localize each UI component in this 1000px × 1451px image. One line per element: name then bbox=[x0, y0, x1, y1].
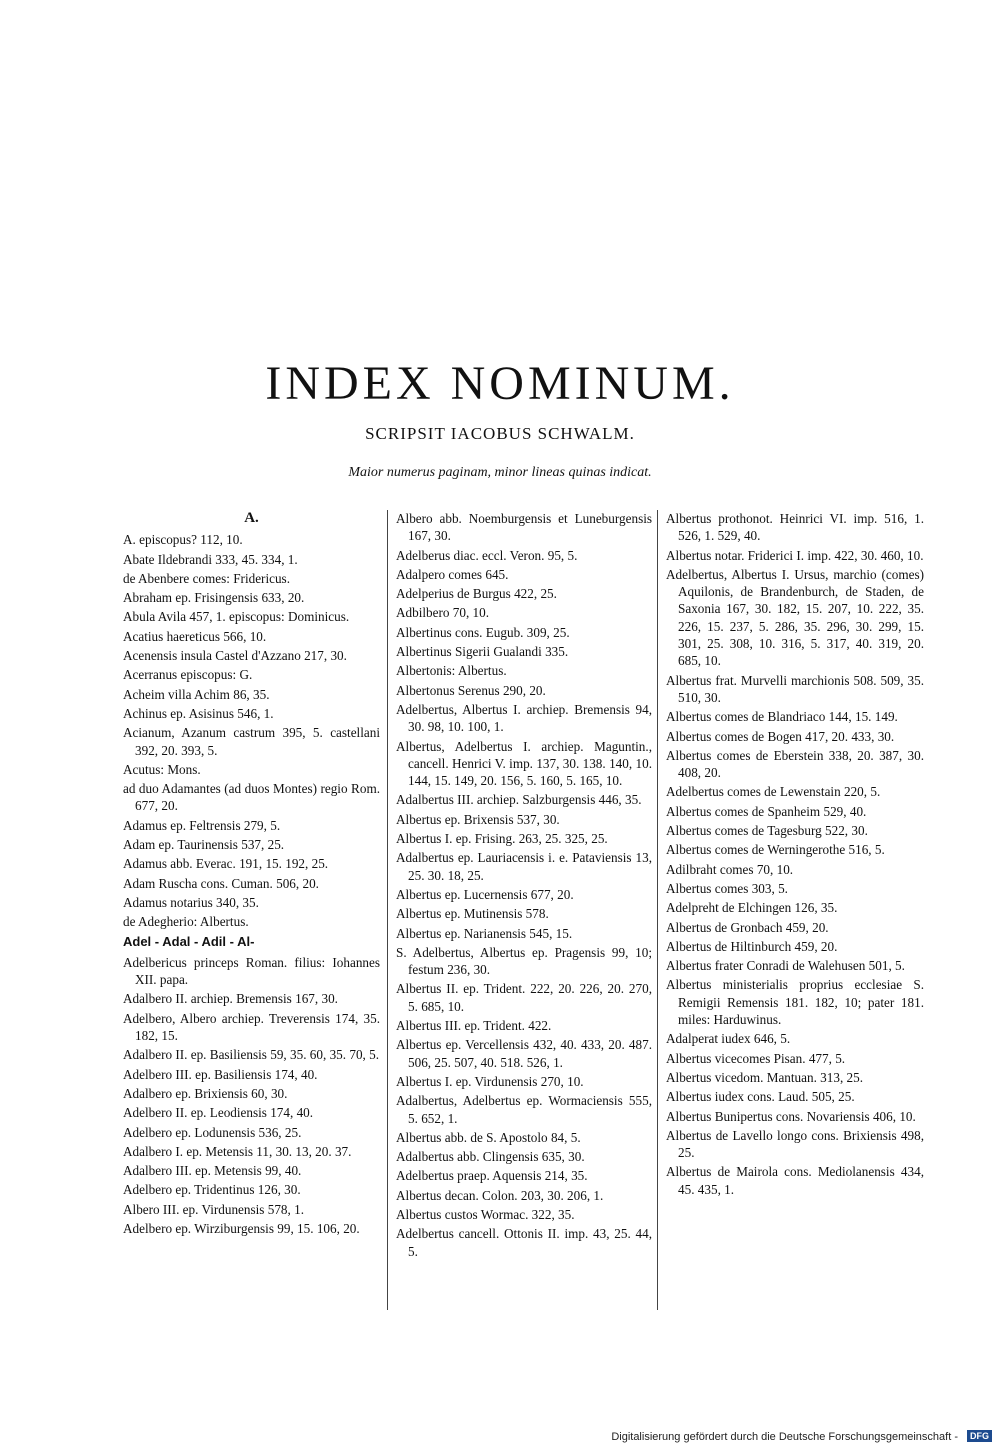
index-entry: Adalbertus, Adelbertus ep. Wormaciensis 555, 5. 652, 1. bbox=[396, 1093, 652, 1126]
index-entry: Adelbero II. ep. Leodiensis 174, 40. bbox=[123, 1105, 314, 1121]
index-entry: Acheim villa Achim 86, 35. bbox=[123, 686, 270, 702]
index-entry: Albertus abb. de S. Apostolo 84, 5. bbox=[396, 1129, 581, 1145]
index-entry: Adelperius de Burgus 422, 25. bbox=[396, 586, 557, 602]
index-entry: Albertus de Lavello longo cons. Brixiensis 498, 25. bbox=[666, 1127, 924, 1161]
index-entry: Albertus de Mairola cons. Mediolanensis 434, 45. 435, 1. bbox=[666, 1164, 924, 1197]
index-entry: Adelbericus princeps Roman. filius: Iohannes XII. papa. bbox=[123, 954, 380, 988]
index-entry: Albertonus Serenus 290, 20. bbox=[396, 682, 546, 698]
index-entry: Albertus comes de Bogen 417, 20. 433, 30. bbox=[666, 728, 895, 744]
index-entry: Albertus prothonot. Heinrici VI. imp. 516, 1. 526, 1. 529, 40. bbox=[666, 511, 924, 544]
index-entry: Albertinus Sigerii Gualandi 335. bbox=[396, 644, 569, 660]
index-entry: Albertus comes de Eberstein 338, 20. 387, 30. 408, 20. bbox=[666, 747, 924, 781]
index-entry: Adelbertus praep. Aquensis 214, 35. bbox=[396, 1168, 588, 1184]
index-entry: Acerranus episcopus: G. bbox=[123, 667, 253, 683]
index-entry: Albertus comes de Werningerothe 516, 5. bbox=[666, 842, 885, 858]
footer-credit: Digitalisierung gefördert durch die Deutsche Forschungsgemeinschaft - bbox=[611, 1431, 958, 1443]
index-entry: Acutus: Mons. bbox=[123, 761, 201, 777]
index-entry: Adalbero ep. Brixiensis 60, 30. bbox=[123, 1085, 288, 1101]
index-entry: Albertus II. ep. Trident. 222, 20. 226, 20. 270, 5. 685, 10. bbox=[396, 981, 652, 1014]
index-entry: Albertus notar. Friderici I. imp. 422, 30. 460, 10. bbox=[666, 547, 924, 563]
index-entry: A. episcopus? 112, 10. bbox=[123, 532, 243, 548]
index-entry: Adalbero II. ep. Basiliensis 59, 35. 60, 35. 70, 5. bbox=[123, 1047, 380, 1063]
index-entry: Albertus I. ep. Frising. 263, 25. 325, 25. bbox=[396, 831, 608, 847]
index-entry: Adamus notarius 340, 35. bbox=[123, 894, 259, 910]
index-entry: Adalpero comes 645. bbox=[396, 566, 509, 582]
index-entry: Albertus comes de Blandriaco 144, 15. 149. bbox=[666, 709, 898, 725]
index-entry: de Adegherio: Albertus. bbox=[123, 914, 249, 930]
index-entry: Albertinus cons. Eugub. 309, 25. bbox=[396, 624, 570, 640]
index-entry: Albertus de Gronbach 459, 20. bbox=[666, 919, 829, 935]
index-entry: Albero abb. Noemburgensis et Luneburgensis 167, 30. bbox=[396, 511, 652, 544]
index-entry: Albertus decan. Colon. 203, 30. 206, 1. bbox=[396, 1187, 604, 1203]
index-entry: Albertus ep. Mutinensis 578. bbox=[396, 906, 549, 922]
index-entry: Adalbero I. ep. Metensis 11, 30. 13, 20. 37. bbox=[123, 1143, 352, 1159]
dfg-logo: DFG bbox=[967, 1430, 992, 1442]
index-column-1 bbox=[123, 510, 380, 1239]
index-entry: Albertus vicedom. Mantuan. 313, 25. bbox=[666, 1069, 864, 1085]
index-entry: Adbilbero 70, 10. bbox=[396, 605, 490, 621]
index-entry: Adelbero ep. Wirziburgensis 99, 15. 106, 20. bbox=[123, 1220, 360, 1236]
index-column-3 bbox=[666, 510, 924, 1200]
index-entry: Albertus frat. Murvelli marchionis 508. 509, 35. 510, 30. bbox=[666, 672, 924, 705]
index-entry: Albertus comes de Tagesburg 522, 30. bbox=[666, 823, 868, 839]
column-divider bbox=[657, 510, 658, 1310]
index-entry: Adalbertus ep. Lauriacensis i. e. Pataviensis 13, 25. 30. 18, 25. bbox=[396, 850, 652, 883]
index-entry: Adelbertus, Albertus I. Ursus, marchio (comes) Aquilonis, de Brandenburch, de Staden, de Saxonia 167, 30. 182, 15. 207, 10. 222, 35. 226, 15. 237, 5. 286, 35. 296, 30. 299, 15. 301, 25. 308, 10. 316, 5. 317, 40. 319, 20. 685, 10. bbox=[666, 566, 924, 669]
index-entry: Adelbertus comes de Lewenstain 220, 5. bbox=[666, 784, 881, 800]
index-entry: Adam ep. Taurinensis 537, 25. bbox=[123, 837, 285, 853]
section-subheading: Adel - Adal - Adil - Al- bbox=[123, 933, 255, 949]
index-entry: Adamus ep. Feltrensis 279, 5. bbox=[123, 817, 281, 833]
index-column-2 bbox=[396, 510, 652, 1262]
index-entry: Adalbero III. ep. Metensis 99, 40. bbox=[123, 1163, 302, 1179]
index-entry: Adelbero, Albero archiep. Treverensis 174, 35. 182, 15. bbox=[123, 1010, 380, 1044]
index-entry: Achinus ep. Asisinus 546, 1. bbox=[123, 705, 274, 721]
index-entry: Albertus ep. Brixensis 537, 30. bbox=[396, 811, 560, 827]
index-entry: Albertus ep. Narianensis 545, 15. bbox=[396, 925, 573, 941]
index-entry: Adelbero III. ep. Basiliensis 174, 40. bbox=[123, 1066, 318, 1082]
index-entry: ad duo Adamantes (ad duos Montes) regio Rom. 677, 20. bbox=[123, 781, 380, 814]
index-entry: Albertus custos Wormac. 322, 35. bbox=[396, 1206, 575, 1222]
index-entry: Adelpreht de Elchingen 126, 35. bbox=[666, 900, 838, 916]
index-entry: Albertus Bunipertus cons. Novariensis 406, 10. bbox=[666, 1108, 916, 1124]
index-entry: Adilbraht comes 70, 10. bbox=[666, 861, 794, 877]
index-entry: Albertus ep. Vercellensis 432, 40. 433, 20. 487. 506, 25. 507, 40. 518. 526, 1. bbox=[396, 1037, 652, 1070]
index-entry: Adelbertus, Albertus I. archiep. Bremensis 94, 30. 98, 10. 100, 1. bbox=[396, 701, 652, 735]
index-entry: Albertus I. ep. Virdunensis 270, 10. bbox=[396, 1073, 584, 1089]
index-entry: Albertus frater Conradi de Walehusen 501, 5. bbox=[666, 958, 905, 974]
index-entry: Abula Avila 457, 1. episcopus: Dominicus. bbox=[123, 609, 350, 625]
index-entry: Albertus ministerialis proprius ecclesiae S. Remigii Remensis 181. 182, 10; pater 181. miles: Harduwinus. bbox=[666, 977, 924, 1028]
page-subtitle: SCRIPSIT IACOBUS SCHWALM. bbox=[365, 424, 635, 443]
index-entry: Adam Ruscha cons. Cuman. 506, 20. bbox=[123, 875, 319, 891]
index-entry: Acatius haereticus 566, 10. bbox=[123, 628, 267, 644]
index-entry: Albertus III. ep. Trident. 422. bbox=[396, 1018, 552, 1034]
index-entry: Adelbero ep. Tridentinus 126, 30. bbox=[123, 1182, 301, 1198]
index-entry: Acenensis insula Castel d'Azzano 217, 30. bbox=[123, 648, 347, 664]
index-entry: Adalbertus abb. Clingensis 635, 30. bbox=[396, 1149, 585, 1165]
index-entry: Albertus iudex cons. Laud. 505, 25. bbox=[666, 1089, 855, 1105]
index-entry: Adelbertus cancell. Ottonis II. imp. 43, 25. 44, 5. bbox=[396, 1226, 652, 1259]
index-entry: Acianum, Azanum castrum 395, 5. castellani 392, 20. 393, 5. bbox=[123, 725, 380, 758]
index-note: Maior numerus paginam, minor lineas quinas indicat. bbox=[348, 465, 652, 480]
index-entry: Albertus vicecomes Pisan. 477, 5. bbox=[666, 1050, 846, 1066]
index-entry: Adelberus diac. eccl. Veron. 95, 5. bbox=[396, 547, 578, 563]
index-entry: Albertus ep. Lucernensis 677, 20. bbox=[396, 886, 574, 902]
page-title: INDEX NOMINUM. bbox=[265, 357, 735, 410]
index-entry: Abraham ep. Frisingensis 633, 20. bbox=[123, 590, 305, 606]
index-entry: Adalbero II. archiep. Bremensis 167, 30. bbox=[123, 991, 338, 1007]
index-entry: S. Adelbertus, Albertus ep. Pragensis 99, 10; festum 236, 30. bbox=[396, 944, 652, 978]
index-entry: Albertus de Hiltinburch 459, 20. bbox=[666, 938, 838, 954]
index-entry: de Abenbere comes: Fridericus. bbox=[123, 570, 290, 586]
section-heading: A. bbox=[244, 510, 259, 526]
index-entry: Albertus comes 303, 5. bbox=[666, 880, 788, 896]
index-entry: Albertus, Adelbertus I. archiep. Maguntin., cancell. Henrici V. imp. 137, 30. 138. 140, 10. 144, 15. 149, 20. 156, 5. 160, 5. 165, 10. bbox=[396, 738, 652, 789]
index-entry: Adelbero ep. Lodunensis 536, 25. bbox=[123, 1124, 302, 1140]
index-entry: Albertus comes de Spanheim 529, 40. bbox=[666, 803, 867, 819]
index-entry: Albero III. ep. Virdunensis 578, 1. bbox=[123, 1201, 304, 1217]
index-entry: Abate Ildebrandi 333, 45. 334, 1. bbox=[123, 551, 298, 567]
index-entry: Adamus abb. Everac. 191, 15. 192, 25. bbox=[123, 856, 329, 872]
index-entry: Adalbertus III. archiep. Salzburgensis 446, 35. bbox=[396, 792, 642, 808]
index-entry: Albertonis: Albertus. bbox=[396, 663, 507, 679]
index-entry: Adalperat iudex 646, 5. bbox=[666, 1031, 791, 1047]
column-divider bbox=[387, 510, 388, 1310]
